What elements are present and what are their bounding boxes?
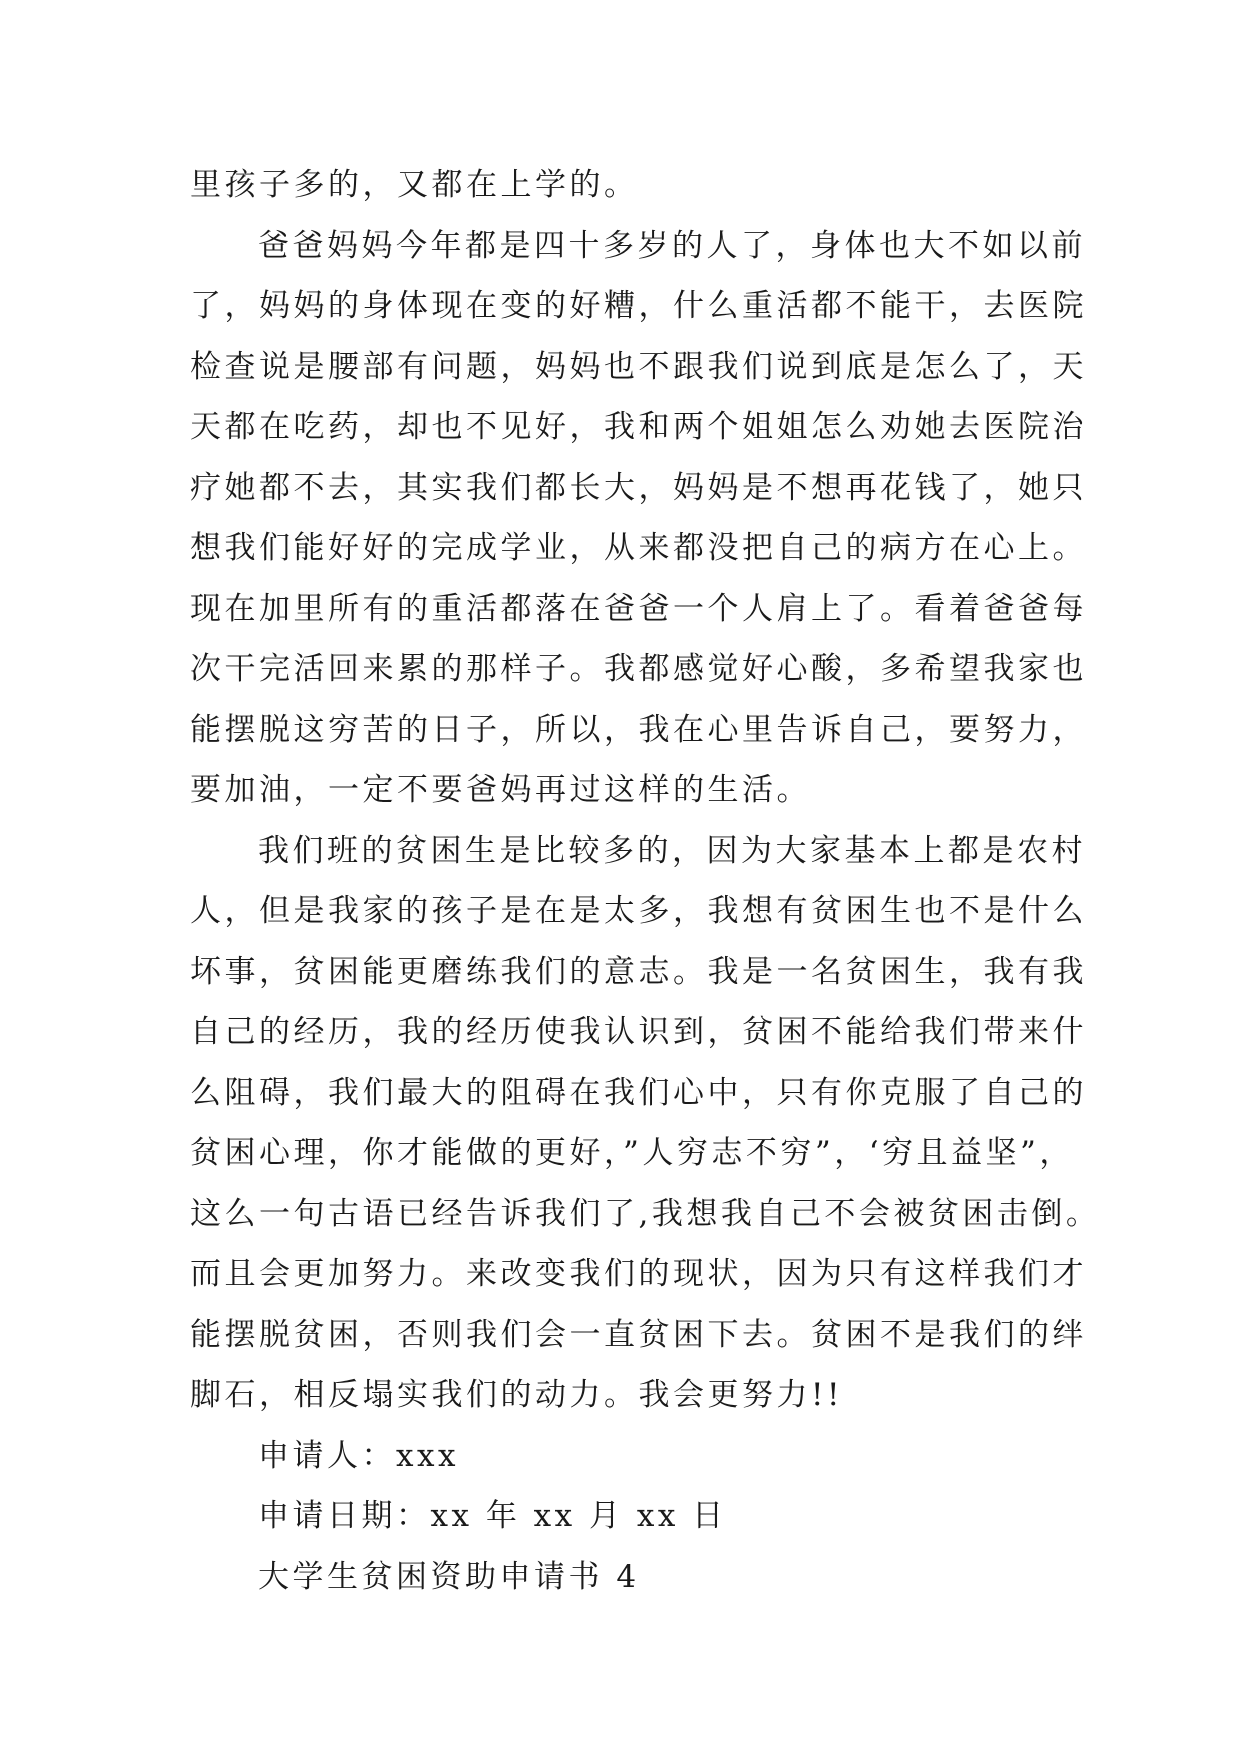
paragraph-2 <box>190 216 1087 821</box>
text-line: 坏事，贫困能更磨练我们的意志。我是一名贫困生，我有我 <box>190 953 1087 990</box>
text-line: 脚石，相反塌实我们的动力。我会更努力!! <box>190 1377 843 1413</box>
text-line: 想我们能好好的完成学业，从来都没把自己的病方在心上。 <box>190 530 1087 566</box>
text-line: 贫困心理，你才能做的更好，”人穷志不穷”，‘穷且益坚”， <box>190 1135 1074 1171</box>
next-section-heading: 大学生贫困资助申请书 4 <box>258 1558 640 1595</box>
text-line: 人，但是我家的孩子是在是太多，我想有贫困生也不是什么 <box>190 893 1087 929</box>
text-line: 次干完活回来累的那样子。我都感觉好心酸，多希望我家也 <box>190 651 1087 687</box>
text-line: 疗她都不去，其实我们都长大，妈妈是不想再花钱了，她只 <box>190 469 1087 506</box>
paragraph-3 <box>190 821 1101 1426</box>
text-line: 了，妈妈的身体现在变的好糟，什么重活都不能干，去医院 <box>190 288 1087 324</box>
text-line: 现在加里所有的重活都落在爸爸一个人肩上了。看着爸爸每 <box>190 590 1087 627</box>
text-line: 自己的经历，我的经历使我认识到，贫困不能给我们带来什 <box>190 1014 1087 1050</box>
text-line: 能摆脱这穷苦的日子，所以，我在心里告诉自己，要努力， <box>190 711 1087 748</box>
text-line: 爸爸妈妈今年都是四十多岁的人了，身体也大不如以前 <box>258 227 1086 264</box>
text-line: 而且会更加努力。来改变我们的现状，因为只有这样我们才 <box>190 1256 1087 1292</box>
text-line: 里孩子多的，又都在上学的。 <box>190 167 639 203</box>
text-line: 能摆脱贫困，否则我们会一直贫困下去。贫困不是我们的绊 <box>190 1316 1087 1353</box>
document-body <box>190 155 1101 1607</box>
paragraph-1 <box>190 155 1070 216</box>
applicant-line: 申请人：xxx <box>258 1437 459 1474</box>
text-line: 检查说是腰部有问题，妈妈也不跟我们说到底是怎么了，天 <box>190 348 1087 385</box>
text-line: 我们班的贫困生是比较多的，因为大家基本上都是农村 <box>258 832 1086 869</box>
text-line: 天都在吃药，却也不见好，我和两个姐姐怎么劝她去医院治 <box>190 409 1087 445</box>
text-line: 么阻碍，我们最大的阻碍在我们心中，只有你克服了自己的 <box>190 1074 1087 1111</box>
text-line: 要加油，一定不要爸妈再过这样的生活。 <box>190 772 811 808</box>
text-line: 这么一句古语已经告诉我们了,我想我自己不会被贫困击倒。 <box>190 1195 1101 1232</box>
application-date-line: 申请日期：xx 年 xx 月 xx 日 <box>258 1498 727 1534</box>
